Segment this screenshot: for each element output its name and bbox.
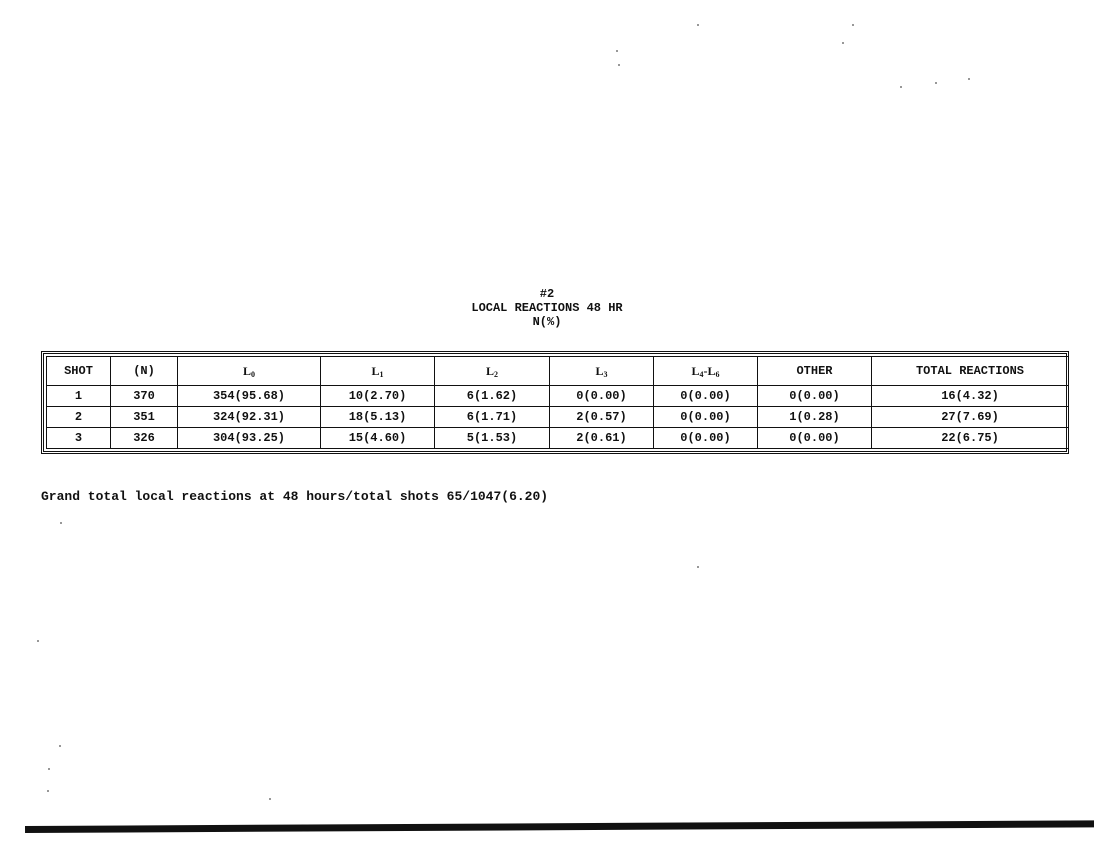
table-row xyxy=(47,386,1069,407)
table-unit: N(%) xyxy=(532,315,562,329)
header-row xyxy=(47,357,1069,386)
scan-speck xyxy=(618,64,620,66)
table-number: #2 xyxy=(539,287,555,301)
cell-total: 16(4.32) xyxy=(872,386,1069,407)
cell-l1: 10(2.70) xyxy=(321,386,435,407)
table-row xyxy=(47,428,1069,449)
col-header-l2: $L_2$ xyxy=(435,357,550,386)
cell-l2: 6(1.71) xyxy=(435,407,550,428)
cell-shot: 2 xyxy=(47,407,111,428)
col-header-l3: $L_3$ xyxy=(550,357,654,386)
col-header-shot: SHOT xyxy=(47,357,111,386)
cell-l0: 324(92.31) xyxy=(178,407,321,428)
cell-other: 0(0.00) xyxy=(758,428,872,449)
col-header-total: TOTAL REACTIONS xyxy=(872,357,1069,386)
col-header-other: OTHER xyxy=(758,357,872,386)
scan-speck xyxy=(852,24,854,26)
cell-shot: 1 xyxy=(47,386,111,407)
grand-total-summary: Grand total local reactions at 48 hours/total shots 65/1047(6.20) xyxy=(41,489,549,504)
scan-speck xyxy=(968,78,970,80)
cell-l3: 2(0.61) xyxy=(550,428,654,449)
cell-l4-l6: 0(0.00) xyxy=(654,428,758,449)
scan-speck xyxy=(842,42,844,44)
cell-l4-l6: 0(0.00) xyxy=(654,407,758,428)
bottom-rule xyxy=(25,820,1094,833)
scan-speck xyxy=(60,522,62,524)
cell-l4-l6: 0(0.00) xyxy=(654,386,758,407)
cell-l2: 6(1.62) xyxy=(435,386,550,407)
col-header-l4-l6: $L_4-L_6$ xyxy=(654,357,758,386)
col-header-l1: $L_1$ xyxy=(321,357,435,386)
cell-total: 22(6.75) xyxy=(872,428,1069,449)
cell-shot: 3 xyxy=(47,428,111,449)
table-heading xyxy=(0,287,1094,329)
cell-l3: 0(0.00) xyxy=(550,386,654,407)
scan-speck xyxy=(37,640,39,642)
scan-speck xyxy=(59,745,61,747)
cell-n: 370 xyxy=(111,386,178,407)
table-title: LOCAL REACTIONS 48 HR xyxy=(471,301,623,315)
cell-l1: 18(5.13) xyxy=(321,407,435,428)
cell-l0: 354(95.68) xyxy=(178,386,321,407)
scan-speck xyxy=(47,790,49,792)
col-header-n: (N) xyxy=(111,357,178,386)
scan-speck xyxy=(697,24,699,26)
scan-speck xyxy=(900,86,902,88)
scan-speck xyxy=(697,566,699,568)
cell-l3: 2(0.57) xyxy=(550,407,654,428)
scan-speck xyxy=(935,82,937,84)
scan-speck xyxy=(269,798,271,800)
cell-l2: 5(1.53) xyxy=(435,428,550,449)
cell-total: 27(7.69) xyxy=(872,407,1069,428)
col-header-l0: $L_0$ xyxy=(178,357,321,386)
cell-l1: 15(4.60) xyxy=(321,428,435,449)
scan-speck xyxy=(48,768,50,770)
scan-speck xyxy=(616,50,618,52)
reactions-table xyxy=(46,356,1069,449)
cell-other: 0(0.00) xyxy=(758,386,872,407)
cell-l0: 304(93.25) xyxy=(178,428,321,449)
cell-n: 351 xyxy=(111,407,178,428)
table-row xyxy=(47,407,1069,428)
reactions-table-frame xyxy=(41,351,1069,454)
cell-other: 1(0.28) xyxy=(758,407,872,428)
cell-n: 326 xyxy=(111,428,178,449)
